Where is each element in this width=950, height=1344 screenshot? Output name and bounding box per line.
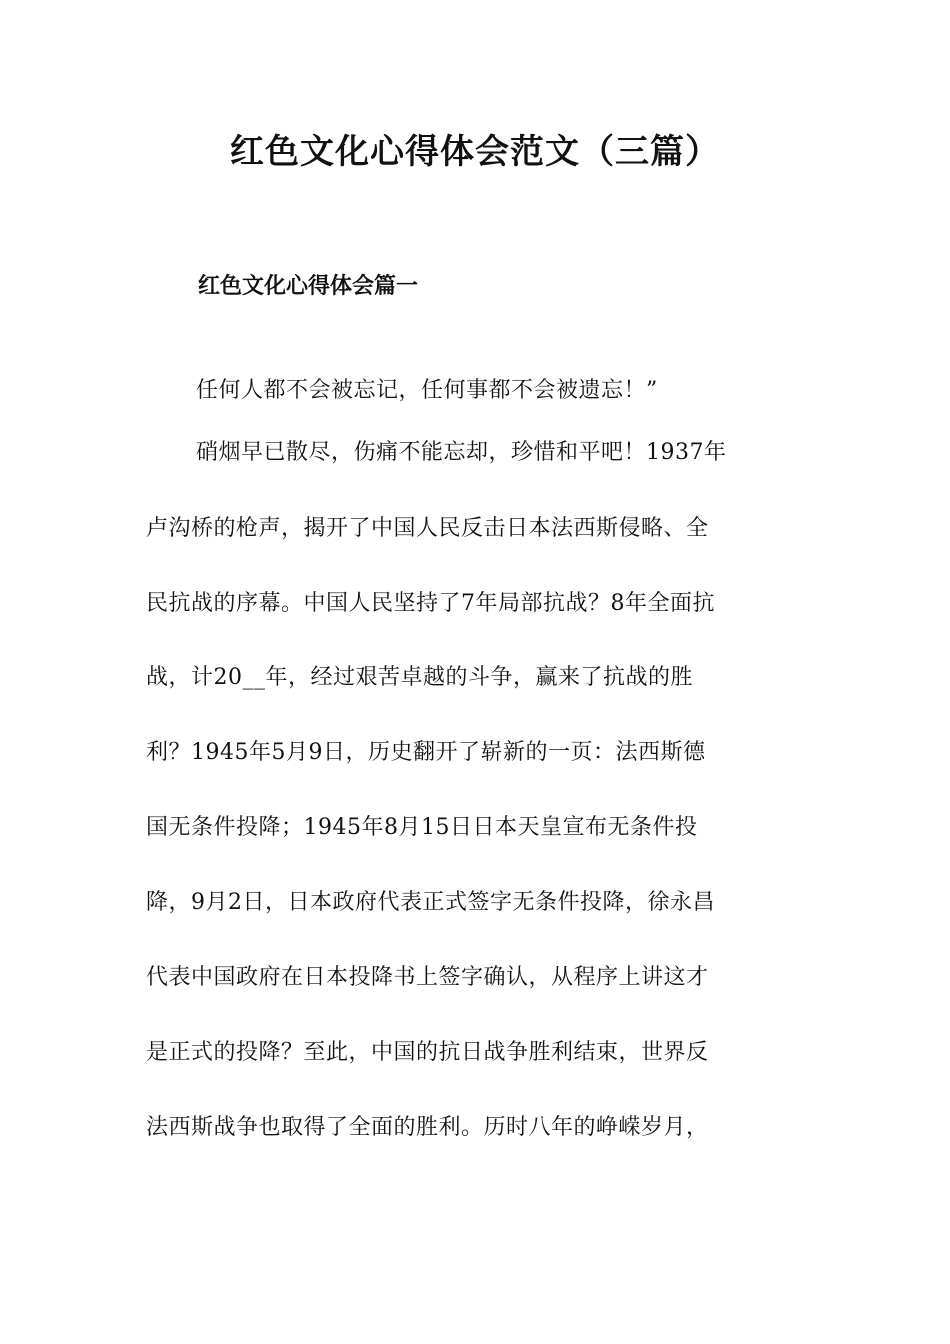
section-heading: 红色文化心得体会篇一 bbox=[198, 274, 419, 299]
paragraph-line: 利？1945年5月9日，历史翻开了崭新的一页：法西斯德 bbox=[146, 740, 706, 765]
paragraph-line: 任何人都不会被忘记，任何事都不会被遗忘！” bbox=[196, 378, 658, 403]
paragraph-line: 卢沟桥的枪声，揭开了中国人民反击日本法西斯侵略、全 bbox=[146, 516, 709, 541]
paragraph-line: 是正式的投降？至此，中国的抗日战争胜利结束，世界反 bbox=[146, 1040, 709, 1065]
paragraph-line: 代表中国政府在日本投降书上签字确认，从程序上讲这才 bbox=[146, 965, 709, 990]
paragraph-line: 民抗战的序幕。中国人民坚持了7年局部抗战？8年全面抗 bbox=[146, 591, 715, 616]
document-title: 红色文化心得体会范文（三篇） bbox=[230, 132, 720, 172]
paragraph-line: 战，计20__年，经过艰苦卓越的斗争，赢来了抗战的胜 bbox=[146, 665, 693, 690]
paragraph-line: 降，9月2日，日本政府代表正式签字无条件投降，徐永昌 bbox=[146, 890, 715, 915]
paragraph-line: 法西斯战争也取得了全面的胜利。历时八年的峥嵘岁月， bbox=[146, 1115, 709, 1140]
paragraph-line: 硝烟早已散尽，伤痛不能忘却，珍惜和平吧！1937年 bbox=[196, 440, 727, 465]
paragraph-line: 国无条件投降；1945年8月15日日本天皇宣布无条件投 bbox=[146, 815, 698, 840]
